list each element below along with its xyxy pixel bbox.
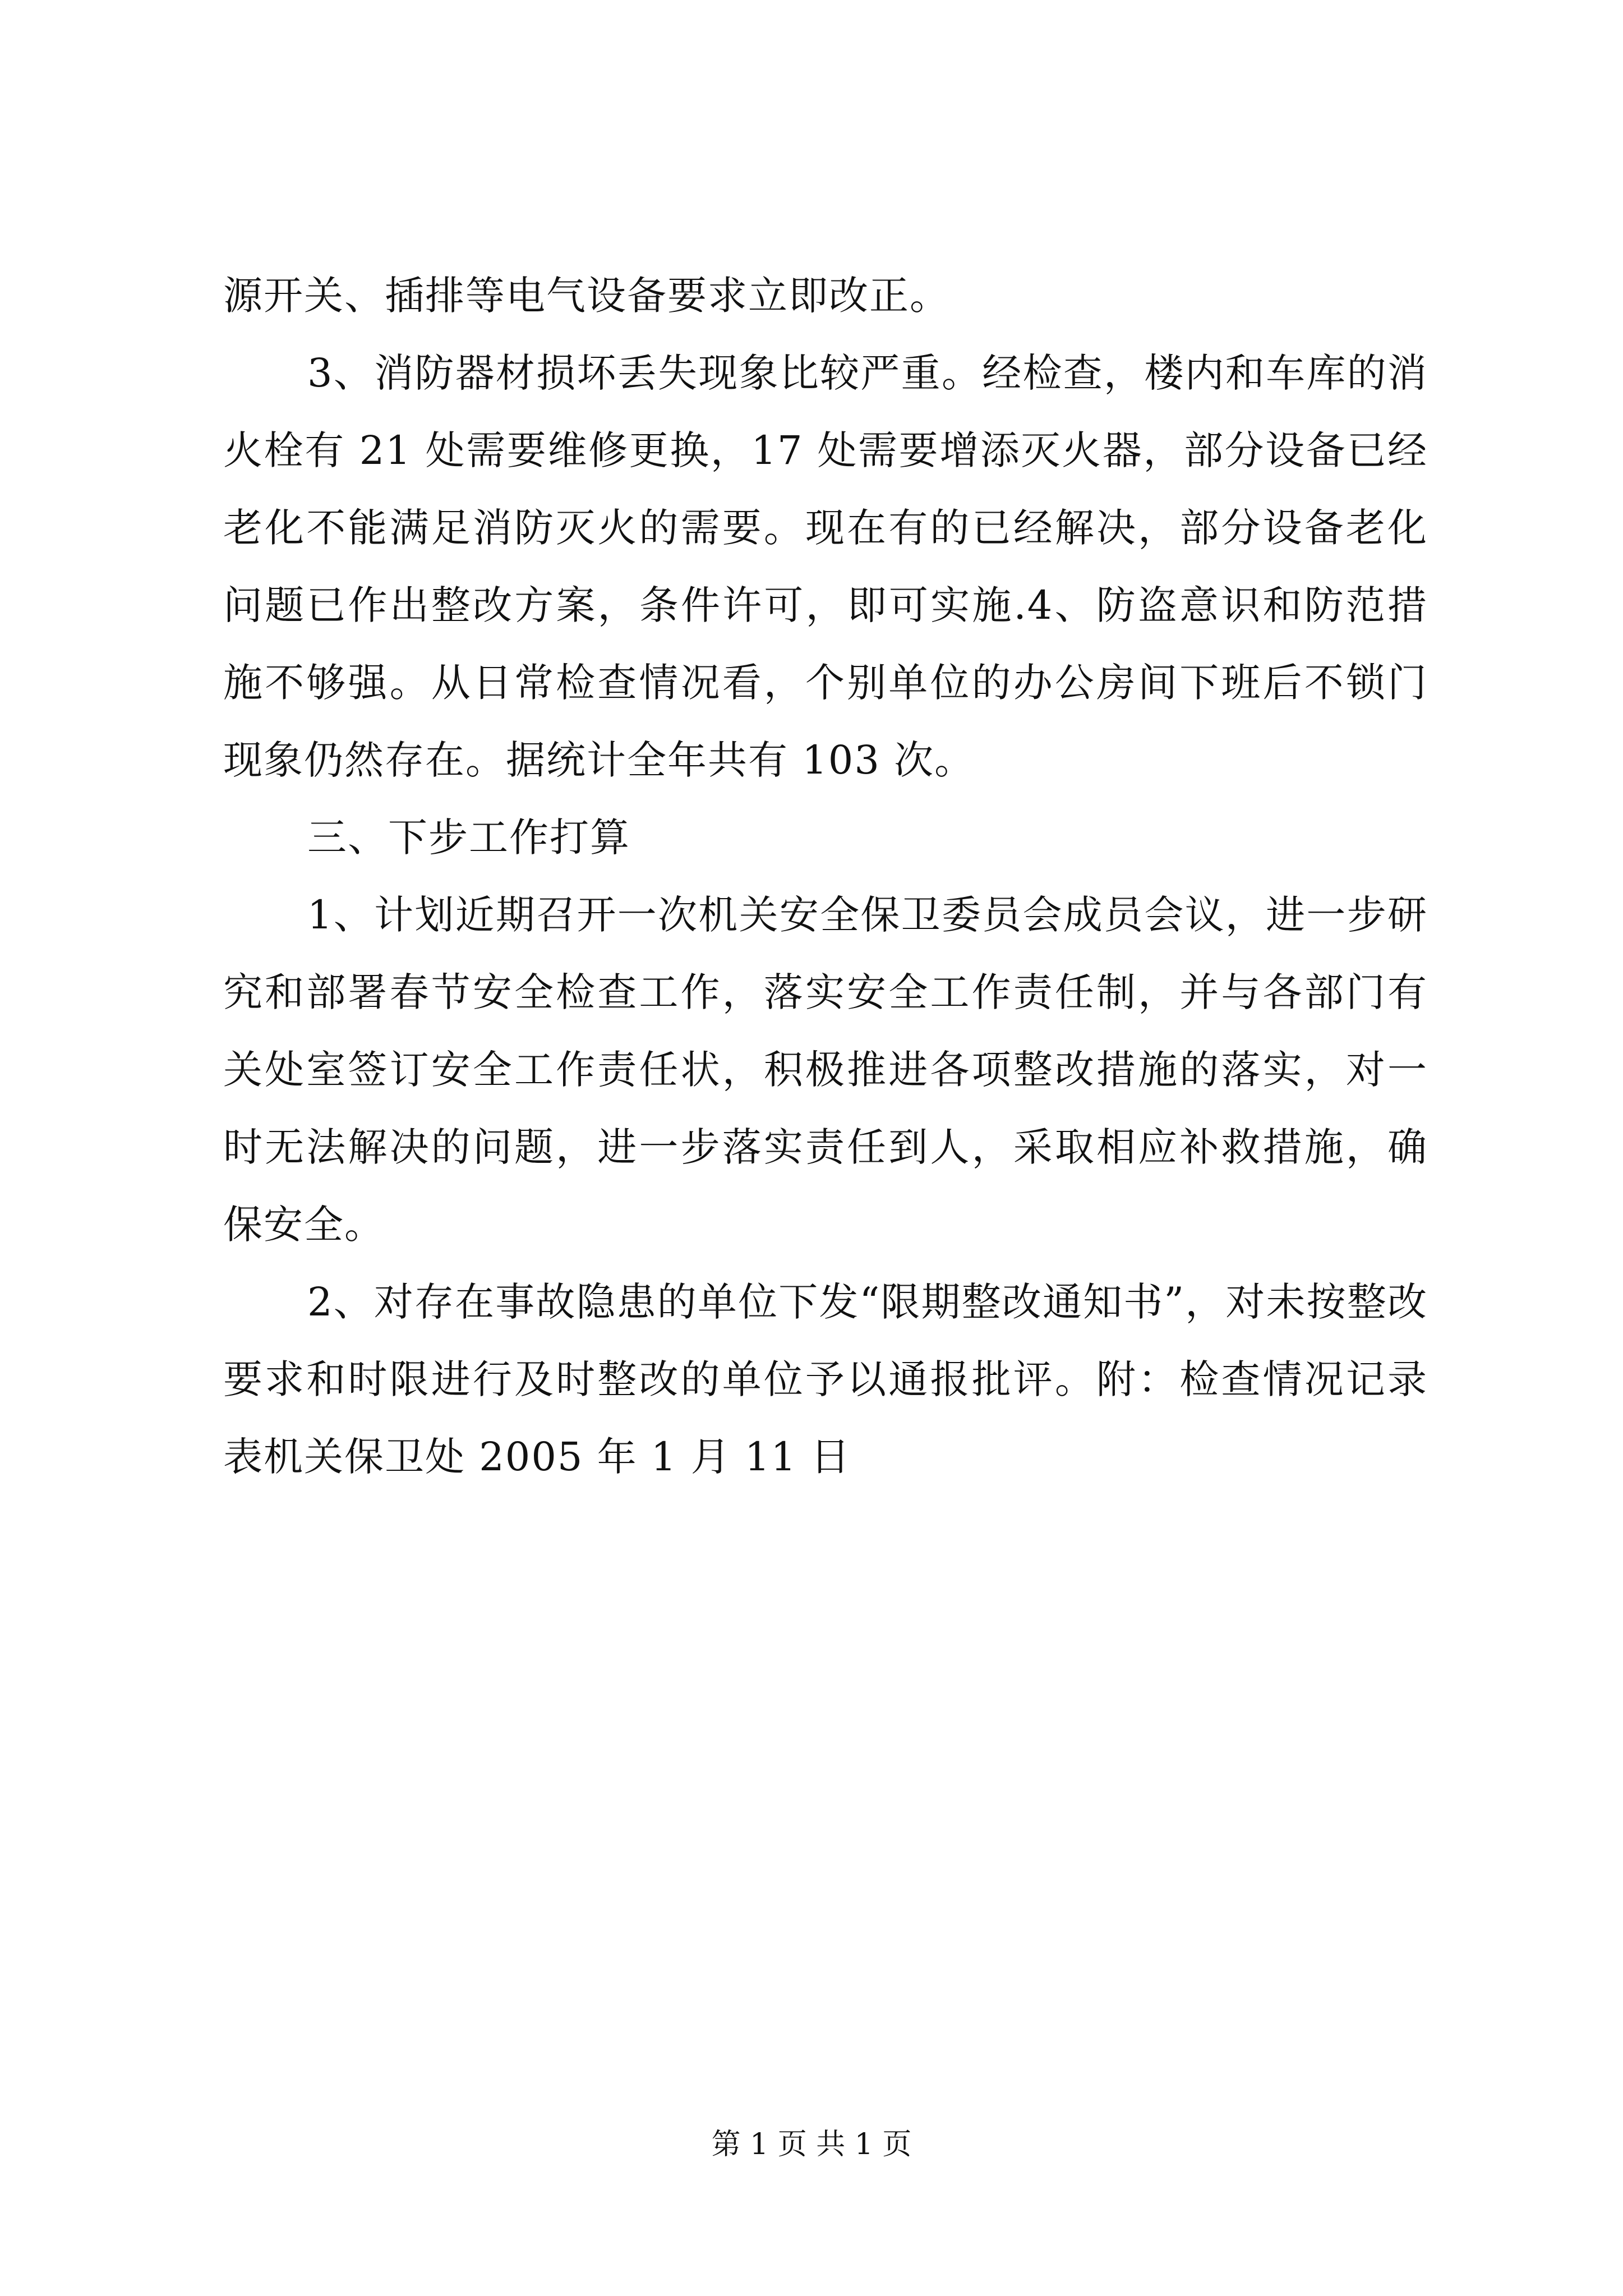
paragraph-3: 1、计划近期召开一次机关安全保卫委员会成员会议，进一步研究和部署春节安全检查工作，落实安全工作责任制，并与各部门有关处室签订安全工作责任状，积极推进各项整改措施的落实，对一时无法解决的问题，进一步落实责任到人，采取相应补救措施，确保安全。 xyxy=(223,892,1428,1248)
paragraph-1: 源开关、插排等电气设备要求立即改正。 xyxy=(223,273,950,319)
paragraph-4: 2、对存在事故隐患的单位下发“限期整改通知书”，对未按整改要求和时限进行及时整改的单位予以通报批评。附：检查情况记录表机关保卫处 2005 年 1 月 11 日 xyxy=(223,1279,1428,1480)
section-heading: 三、下步工作打算 xyxy=(307,815,630,861)
paragraph-2: 3、消防器材损坏丢失现象比较严重。经检查，楼内和车库的消火栓有 21 处需要维修更换，17 处需要增添灭火器，部分设备已经老化不能满足消防灭火的需要。现在有的已经解决，部分设备老化问题已作出整改方案，条件许可，即可实施.4、防盗意识和防范措施不够强。从日常检查情况看，个别单位的办公房间下班后不锁门现象仍然存在。据统计全年共有 103 次。 xyxy=(223,350,1428,783)
page-footer: 第 1 页 共 1 页 xyxy=(711,2128,912,2161)
document-body xyxy=(223,257,1428,1496)
